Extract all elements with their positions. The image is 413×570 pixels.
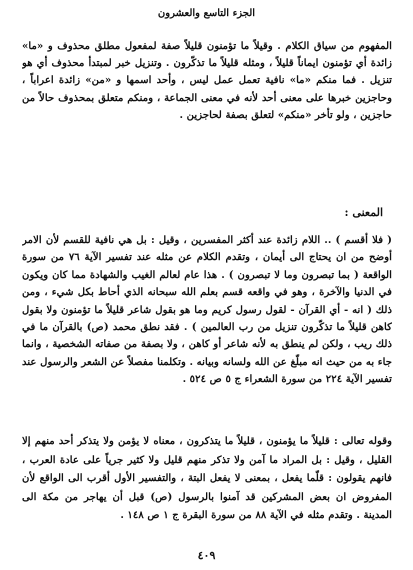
grammar-paragraph: المفهوم من سياق الكلام . وقيلاً ما تؤمنون قليلاً صفة لمفعول مطلق محذوف و «ما» زائدة أي تؤمنون ايماناً قليلاً ، ومثله قليلاً ما تذكّرون . وتنزيل خبر لمبتدأ محذوف أي هو تنزيل . فما منكم «ما» نافية تعمل عمل ليس ، وأحد اسمها و «من» زائدة اعراباً ، وحاجزين خبرها على معنى أحد لأنه في معنى الجماعة ، ومنكم متعلق بمحذوف حالاً من حاجزين ، ولو تأخر «منكم» لتعلق بصفة لحاجزين . [22,40,392,121]
meaning-paragraph: ( فلا أقسم ) .. اللام زائدة عند أكثر المفسرين ، وقيل : بل هي نافية للقسم لأن الامر أوضح من ان يحتاج الى أيمان ، وتقدم الكلام عن مثله عند تفسير الآية ٧٦ من سورة الواقعة ( بما تبصرون وما لا تبصرون ) . هذا عام لعالم الغيب والشهادة مما كان ويكون في الدنيا والآخرة ، وهو في واقعه قسم بعلم الله سبحانه الذي أحاط بكل شيء ، ومن ذلك ( انه - أي القرآن - لقول رسول كريم وما هو بقول شاعر قليلاً ما تؤمنون ولا بقول كاهن قليلاً ما تذكّرون تنزيل من رب العالمين ) . فقد نطق محمد (ص) بالقرآن ما في ذلك ريب ، ولكن لم ينطق به لأنه شاعر أو كاهن ، ولا بصفة من صفاته الشخصية ، وانما جاء به من حيث انه مبلّغ عن الله ولسانه وبيانه . وتكلمنا مفصلاً عن الشعر والرسول عند تفسير الآية ٢٢٤ من سورة الشعراء ج ٥ ص ٥٢٤ . [22,234,392,386]
section-heading: المعنى : [344,206,383,219]
meaning-paragraph: وقوله تعالى : قليلاً ما يؤمنون ، قليلاً ما يتذكرون ، معناه لا يؤمن ولا يتذكر أحد منهم إلا القليل ، وقيل : بل المراد ما آمن ولا تذكر منهم قليل ولا كثير جرياً على عادة العرب ، فانهم يقولون : قلّما يفعل ، بمعنى لا يفعل البتة ، والتفسير الأول أقرب الى الواقع لأن المفروض ان بعض المشركين قد آمنوا بالرسول (ص) قبل أن يهاجر من مكة الى المدينة . وتقدم مثله في الآية ٨٨ من سورة البقرة ج ١ ص ١٤٨ . [22,435,392,522]
running-header: الجزء التاسع والعشرون [157,8,256,19]
page-number: ٤٠٩ [197,549,216,562]
